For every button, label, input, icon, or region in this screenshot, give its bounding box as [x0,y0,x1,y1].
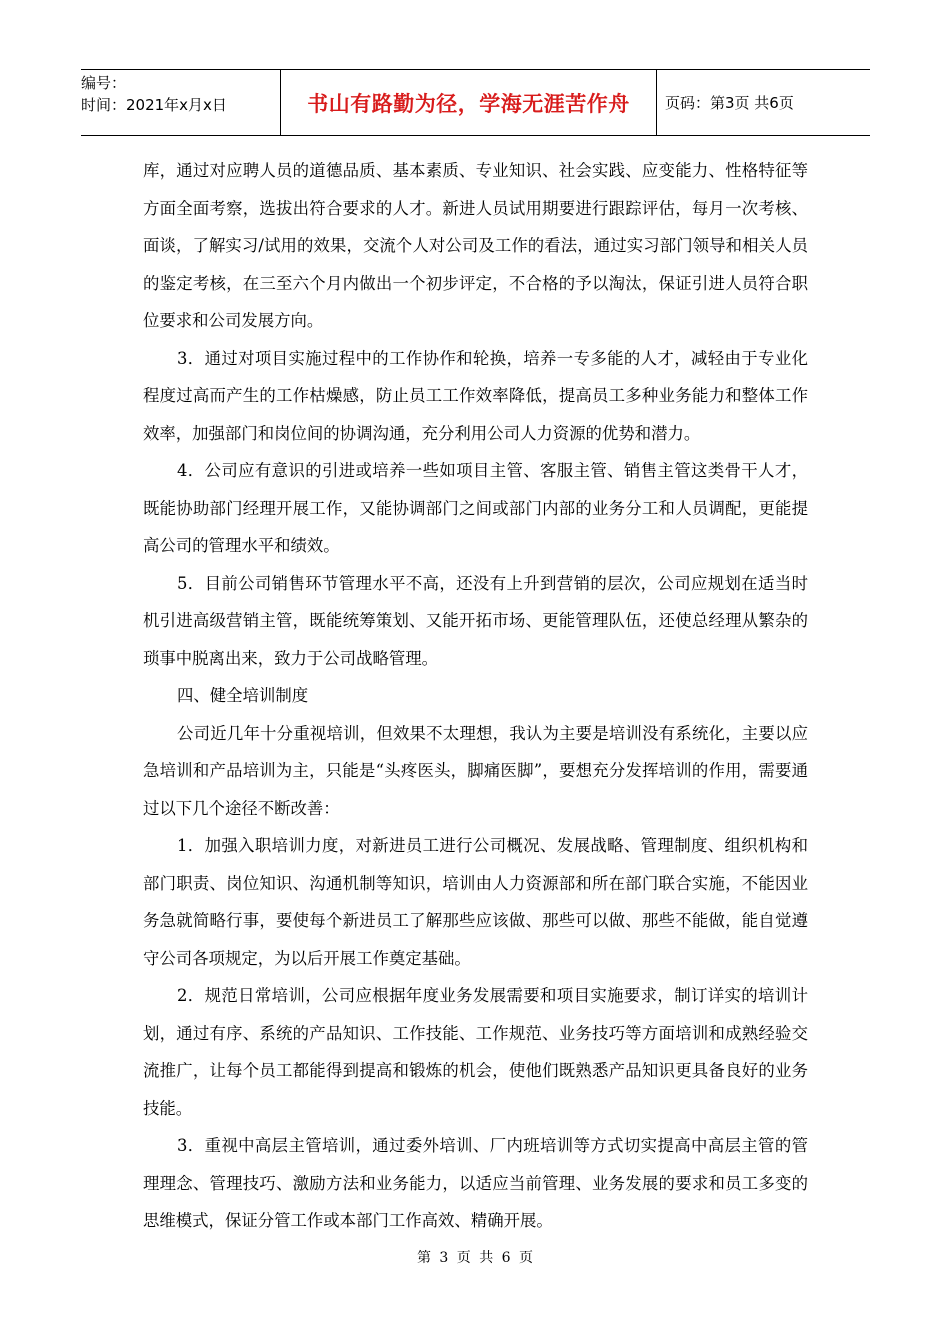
page-header [81,69,870,136]
paragraph-item-5: 5．目前公司销售环节管理水平不高，还没有上升到营销的层次，公司应规划在适当时机引进高级营销主管，既能统筹策划、又能开拓市场、更能管理队伍，还使总经理从繁杂的琐事中脱离出来，致力于公司战略管理。 [143,573,808,668]
header-motto-cell [281,70,657,135]
section-heading: 四、健全培训制度 [177,686,309,705]
paragraph-training-1: 1．加强入职培训力度，对新进员工进行公司概况、发展战略、管理制度、组织机构和部门职责、岗位知识、沟通机制等知识，培训由人力资源部和所在部门联合实施，不能因业务急就简略行事，要使每个新进员工了解那些应该做、那些可以做、那些不能做，能自觉遵守公司各项规定，为以后开展工作奠定基础。 [143,836,808,968]
number-label: 编号： [81,74,127,92]
page-info: 页码：第3页 共6页 [665,94,794,112]
header-meta [81,70,281,135]
paragraph-training-2: 2．规范日常培训，公司应根据年度业务发展需要和项目实施要求，制订详实的培训计划，通过有序、系统的产品知识、工作技能、工作规范、业务技巧等方面培训和成熟经验交流推广，让每个员工都能得到提高和锻炼的机会，使他们既熟悉产品知识更具备良好的业务技能。 [143,986,808,1118]
paragraph-item-3: 3．通过对项目实施过程中的工作协作和轮换，培养一专多能的人才，减轻由于专业化程度过高而产生的工作枯燥感，防止员工工作效率降低，提高员工多种业务能力和整体工作效率，加强部门和岗位间的协调沟通，充分利用公司人力资源的优势和潜力。 [143,348,808,443]
paragraph-training-3: 3．重视中高层主管培训，通过委外培训、厂内班培训等方式切实提高中高层主管的管理理念、管理技巧、激励方法和业务能力，以适应当前管理、业务发展的要求和员工多变的思维模式，保证分管工作或本部门工作高效、精确开展。 [143,1136,808,1230]
page-footer: 第 3 页 共 6 页 [416,1250,534,1266]
document-body [143,152,808,1240]
paragraph-intro: 公司近几年十分重视培训，但效果不太理想，我认为主要是培训没有系统化，主要以应急培训和产品培训为主，只能是“头疼医头，脚痛医脚”，要想充分发挥培训的作用，需要通过以下几个途径不断改善： [143,723,808,818]
paragraph-continuation: 库，通过对应聘人员的道德品质、基本素质、专业知识、社会实践、应变能力、性格特征等方面全面考察，选拔出符合要求的人才。新进人员试用期要进行跟踪评估，每月一次考核、面谈，了解实习/试用的效果，交流个人对公司及工作的看法，通过实习部门领导和相关人员的鉴定考核，在三至六个月内做出一个初步评定，不合格的予以淘汰，保证引进人员符合职位要求和公司发展方向。 [143,161,808,330]
date-line: 时间：2021年x月x日 [81,96,227,114]
paragraph-item-4: 4．公司应有意识的引进或培养一些如项目主管、客服主管、销售主管这类骨干人才，既能协助部门经理开展工作，又能协调部门之间或部门内部的业务分工和人员调配，更能提高公司的管理水平和绩效。 [143,461,808,555]
header-page-info-cell [657,70,870,135]
motto: 书山有路勤为径，学海无涯苦作舟 [307,91,630,116]
